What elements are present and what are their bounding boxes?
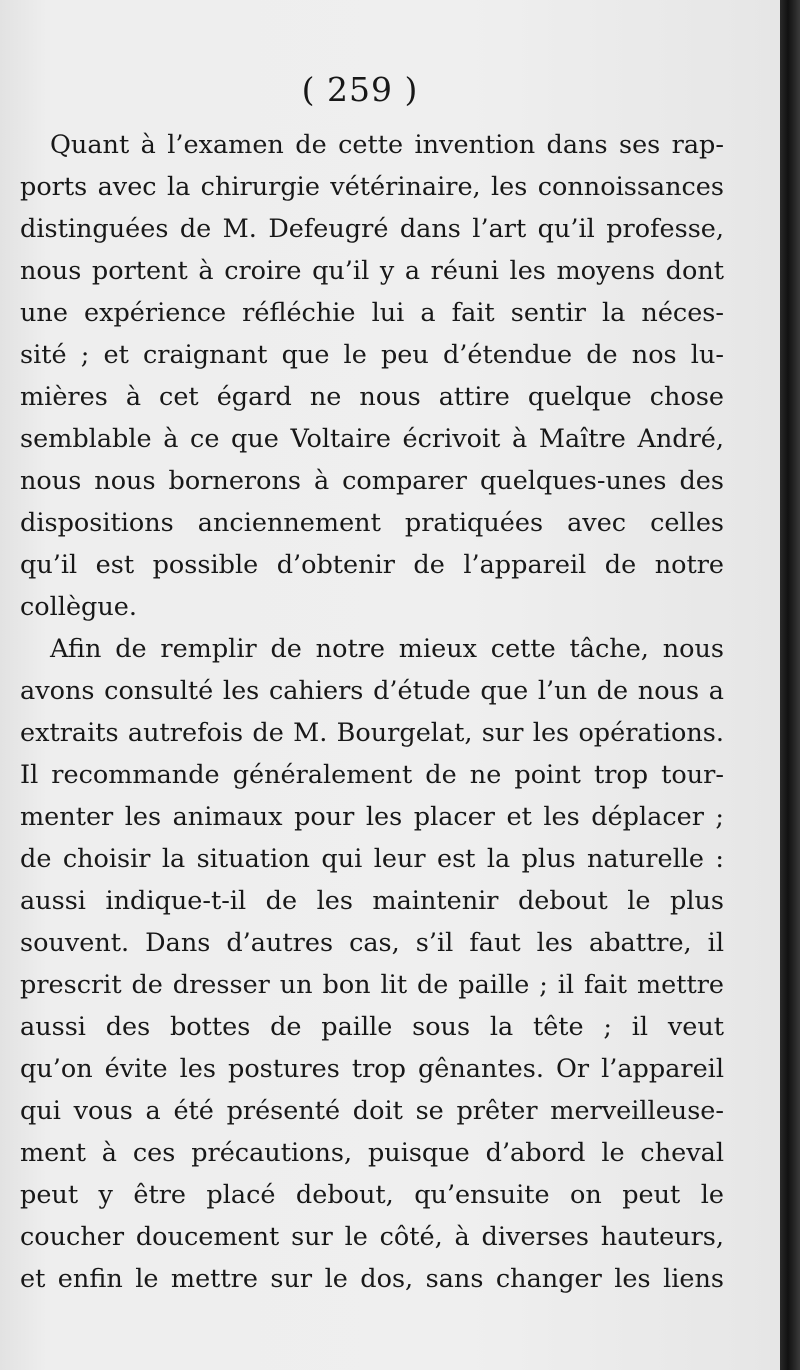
text-line: sité ; et craignant que le peu d’étendue de nos lu- [20, 340, 724, 370]
text-line: qu’on évite les postures trop gênantes. Or l’appareil [20, 1054, 724, 1084]
text-line: peut y être placé debout, qu’ensuite on peut le [20, 1180, 724, 1210]
text-line: collègue. [20, 592, 137, 622]
text-line: de choisir la situation qui leur est la plus naturelle : [20, 844, 724, 874]
text-line: ports avec la chirurgie vétérinaire, les connoissances [20, 172, 724, 202]
text-line: nous nous bornerons à comparer quelques-unes des [20, 466, 724, 496]
text-line: qu’il est possible d’obtenir de l’appareil de notre [20, 550, 724, 580]
text-line: Il recommande généralement de ne point trop tour- [20, 760, 724, 790]
text-line: menter les animaux pour les placer et les déplacer ; [20, 802, 724, 832]
text-line: distinguées de M. Defeugré dans l’art qu’il professe, [20, 214, 724, 244]
text-line: Quant à l’examen de cette invention dans ses rap- [50, 130, 724, 160]
text-line: dispositions anciennement pratiquées avec celles [20, 508, 724, 538]
page-edge-shadow [780, 0, 800, 1370]
text-line: aussi des bottes de paille sous la tête ; il veut [20, 1012, 724, 1042]
text-line: une expérience réfléchie lui a fait sentir la néces- [20, 298, 724, 328]
text-line: mières à cet égard ne nous attire quelque chose [20, 382, 724, 412]
text-line: ment à ces précautions, puisque d’abord le cheval [20, 1138, 724, 1168]
text-line: aussi indique-t-il de les maintenir debout le plus [20, 886, 724, 916]
text-line: extraits autrefois de M. Bourgelat, sur les opérations. [20, 718, 724, 748]
text-line: semblable à ce que Voltaire écrivoit à Maître André, [20, 424, 724, 454]
text-line: Afin de remplir de notre mieux cette tâche, nous [50, 634, 724, 664]
text-line: souvent. Dans d’autres cas, s’il faut les abattre, il [20, 928, 724, 958]
text-line: et enfin le mettre sur le dos, sans changer les liens [20, 1264, 724, 1294]
body-text [20, 124, 724, 1300]
text-line: prescrit de dresser un bon lit de paille ; il fait mettre [20, 970, 724, 1000]
page-number: ( 259 ) [301, 70, 419, 109]
text-line: qui vous a été présenté doit se prêter merveilleuse- [20, 1096, 724, 1126]
text-line: coucher doucement sur le côté, à diverses hauteurs, [20, 1222, 724, 1252]
text-line: nous portent à croire qu’il y a réuni les moyens dont [20, 256, 724, 286]
text-line: avons consulté les cahiers d’étude que l’un de nous a [20, 676, 724, 706]
